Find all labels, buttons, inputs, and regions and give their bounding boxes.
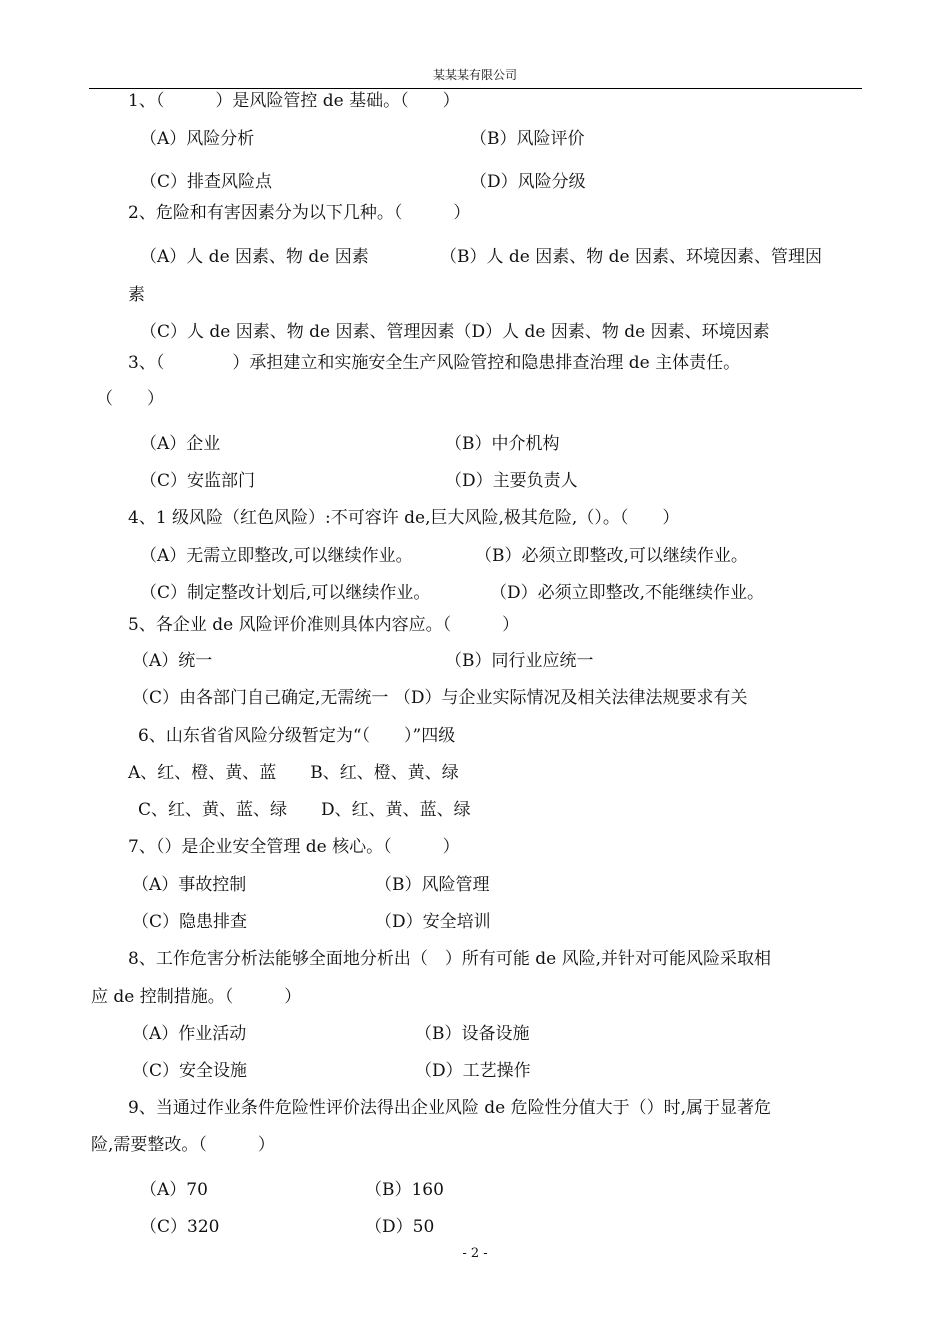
q7-option-d: （D）安全培训 bbox=[375, 912, 491, 932]
q5-options-cd: （C）由各部门自己确定,无需统一 （D）与企业实际情况及相关法律法规要求有关 bbox=[132, 688, 748, 708]
q7-option-c: （C）隐患排查 bbox=[132, 912, 248, 932]
q2-option-b-cont: 素 bbox=[128, 285, 145, 305]
q6-options-ab: A、红、橙、黄、蓝 B、红、橙、黄、绿 bbox=[128, 763, 459, 783]
q3-stem: 3、（ ）承担建立和实施安全生产风险管控和隐患排查治理 de 主体责任。 bbox=[128, 353, 741, 373]
q9-option-d: （D）50 bbox=[365, 1217, 435, 1237]
q8-option-d: （D）工艺操作 bbox=[415, 1061, 531, 1081]
q5-option-a: （A）统一 bbox=[132, 651, 213, 671]
q7-option-b: （B）风险管理 bbox=[375, 875, 490, 895]
page-header: 某某某有限公司 bbox=[432, 68, 517, 82]
q2-option-b: （B）人 de 因素、物 de 因素、环境因素、管理因 bbox=[440, 247, 822, 267]
q3-stem-cont: （ ） bbox=[96, 389, 164, 409]
q1-option-a: （A）风险分析 bbox=[140, 129, 255, 149]
q3-option-a: （A）企业 bbox=[140, 434, 221, 454]
q4-option-b: （B）必须立即整改,可以继续作业。 bbox=[475, 546, 748, 566]
q2-options-cd: （C）人 de 因素、物 de 因素、管理因素（D）人 de 因素、物 de 因素、环境因素 bbox=[140, 322, 770, 342]
header-rule bbox=[89, 88, 862, 89]
q8-option-a: （A）作业活动 bbox=[132, 1024, 247, 1044]
q8-option-b: （B）设备设施 bbox=[415, 1024, 530, 1044]
q7-option-a: （A）事故控制 bbox=[132, 875, 247, 895]
q4-option-d: （D）必须立即整改,不能继续作业。 bbox=[490, 583, 765, 603]
q9-stem-cont: 险,需要整改。（ ） bbox=[91, 1135, 275, 1155]
q9-option-c: （C）320 bbox=[140, 1217, 220, 1237]
q8-stem-cont: 应 de 控制措施。（ ） bbox=[91, 987, 302, 1007]
q6-options-cd: C、红、黄、蓝、绿 D、红、黄、蓝、绿 bbox=[138, 800, 471, 820]
q3-option-b: （B）中介机构 bbox=[445, 434, 560, 454]
q1-option-c: （C）排查风险点 bbox=[140, 172, 273, 192]
q9-option-b: （B）160 bbox=[365, 1180, 444, 1200]
q4-option-c: （C）制定整改计划后,可以继续作业。 bbox=[140, 583, 431, 603]
page-number: - 2 - bbox=[462, 1246, 488, 1261]
q2-option-a: （A）人 de 因素、物 de 因素 bbox=[140, 247, 369, 267]
q4-option-a: （A）无需立即整改,可以继续作业。 bbox=[140, 546, 413, 566]
q8-stem: 8、工作危害分析法能够全面地分析出（ ）所有可能 de 风险,并针对可能风险采取相 bbox=[128, 949, 771, 969]
q3-option-c: （C）安监部门 bbox=[140, 471, 256, 491]
q5-stem: 5、各企业 de 风险评价准则具体内容应。（ ） bbox=[128, 615, 520, 635]
q5-option-b: （B）同行业应统一 bbox=[445, 651, 594, 671]
q1-option-b: （B）风险评价 bbox=[470, 129, 585, 149]
q9-stem: 9、当通过作业条件危险性评价法得出企业风险 de 危险性分值大于（）时,属于显著危 bbox=[128, 1098, 771, 1118]
q9-option-a: （A）70 bbox=[140, 1180, 208, 1200]
q7-stem: 7、（）是企业安全管理 de 核心。（ ） bbox=[128, 837, 460, 857]
q1-option-d: （D）风险分级 bbox=[470, 172, 586, 192]
q3-option-d: （D）主要负责人 bbox=[445, 471, 578, 491]
q4-stem: 4、1 级风险（红色风险）:不可容许 de,巨大风险,极其危险,（）。（ ） bbox=[128, 508, 680, 528]
q8-option-c: （C）安全设施 bbox=[132, 1061, 248, 1081]
q1-stem: 1、（ ）是风险管控 de 基础。（ ） bbox=[128, 91, 460, 111]
q6-stem: 6、山东省省风险分级暂定为“（ ）”四级 bbox=[138, 726, 456, 746]
q2-stem: 2、危险和有害因素分为以下几种。（ ） bbox=[128, 203, 471, 223]
